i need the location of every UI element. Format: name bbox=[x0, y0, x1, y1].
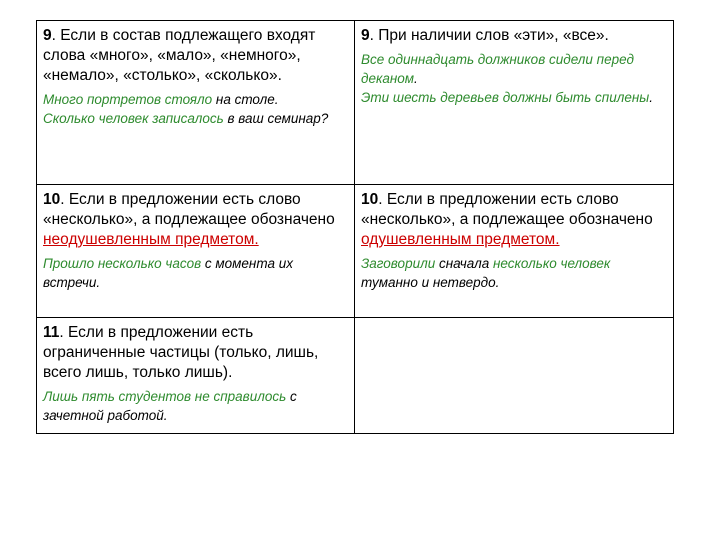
example-rest: туманно и нетвердо. bbox=[361, 275, 500, 290]
example bbox=[43, 387, 348, 425]
example-highlight: Много портретов стояло bbox=[43, 92, 213, 107]
example-rest: . bbox=[414, 71, 418, 86]
example-highlight: Заговорили bbox=[361, 256, 436, 271]
table-cell bbox=[37, 21, 355, 185]
example-highlight: Все одиннадцать должников сидели перед деканом bbox=[361, 52, 634, 86]
example-rest: с зачетной работой. bbox=[43, 389, 297, 423]
table-cell bbox=[37, 185, 355, 318]
example bbox=[361, 254, 667, 292]
example-rest: в ваш семинар? bbox=[223, 111, 329, 126]
rule-number: 10 bbox=[361, 191, 379, 208]
example-rest: на столе. bbox=[212, 92, 279, 107]
rule-body: . Если в предложении есть ограниченные частицы (только, лишь, всего лишь, только лишь). bbox=[43, 324, 319, 381]
table-row bbox=[37, 318, 674, 434]
example-highlight: Прошло несколько часов bbox=[43, 256, 202, 271]
example-rest: сначала bbox=[435, 256, 493, 271]
example-highlight: несколько человек bbox=[492, 256, 611, 271]
rule-text bbox=[361, 190, 667, 250]
table-cell bbox=[37, 318, 355, 434]
example bbox=[361, 50, 667, 88]
example-highlight: Лишь пять студентов не справилось bbox=[43, 389, 287, 404]
rule-number: 11 bbox=[43, 324, 60, 341]
table-cell-empty bbox=[355, 318, 674, 434]
example bbox=[43, 254, 348, 292]
example bbox=[361, 88, 667, 107]
table-cell bbox=[355, 21, 674, 185]
rule-text bbox=[43, 26, 348, 86]
rule-number: 10 bbox=[43, 191, 61, 208]
example-rest: . bbox=[649, 90, 653, 105]
rule-number: 9 bbox=[361, 27, 370, 44]
rule-body: . Если в предложении есть слово «несколько», а подлежащее обозначено bbox=[361, 191, 653, 228]
example bbox=[43, 90, 348, 109]
example bbox=[43, 109, 348, 128]
rule-text bbox=[361, 26, 667, 46]
rule-body: . Если в состав подлежащего входят слова «много», «мало», «немного», «немало», «столько», «сколько». bbox=[43, 27, 316, 84]
table-row bbox=[37, 21, 674, 185]
rule-highlight: неодушевленным предметом. bbox=[43, 231, 259, 248]
grammar-rules-table bbox=[36, 20, 674, 434]
rule-number: 9 bbox=[43, 27, 52, 44]
rule-highlight: одушевленным предметом. bbox=[361, 231, 560, 248]
example-highlight: Эти шесть деревьев должны быть спилены bbox=[361, 90, 650, 105]
example-rest: с момента их встречи. bbox=[43, 256, 293, 290]
table-row bbox=[37, 185, 674, 318]
rule-body: . Если в предложении есть слово «несколько», а подлежащее обозначено bbox=[43, 191, 335, 228]
table-cell bbox=[355, 185, 674, 318]
example-highlight: Сколько человек записалось bbox=[43, 111, 224, 126]
rule-body: . При наличии слов «эти», «все». bbox=[369, 27, 609, 44]
rule-text bbox=[43, 190, 348, 250]
rule-text bbox=[43, 323, 348, 383]
